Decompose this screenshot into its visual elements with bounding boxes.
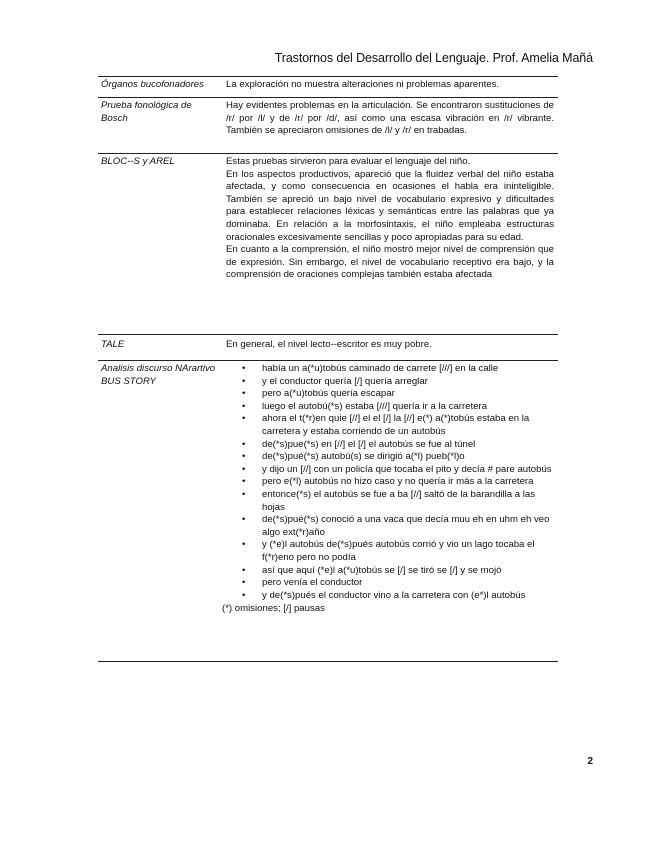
row-label: BLOC--S y AREL (101, 156, 175, 167)
row-content (222, 154, 558, 334)
list-item: • pero e(*l) autobús no hizo caso y no quería ir más a la carretera (248, 476, 554, 489)
list-item: • de(*s)pue(*s) en [//] el [/] el autobús se fue al túnel (248, 439, 554, 452)
list-item: • luego el autobú(*s) estaba [///] quería ir a la carretera (248, 401, 554, 414)
list-item: • ahora el t(*r)en quie [//] el el [/] la [//] e(*) a(*)tobús estaba en la carretera y estaba corriendo de un autobús (248, 413, 554, 438)
row-content: Hay evidentes problemas en la articulación. Se encontraron sustituciones de /r/ por /l/ y de /r/ por /d/, así como una escasa vibración en /r/ vibrante. También se apreciaron omisiones de /l/ y /r/ en trabadas. (226, 100, 554, 137)
row-content (222, 361, 558, 661)
row-label: Prueba fonológica de Bosch (101, 100, 192, 124)
table-row (98, 361, 558, 662)
list-item: • entonce(*s) el autobús se fue a ba [//] saltó de la barandilla a las hojas (248, 489, 554, 514)
list-item: • pero a(*u)tobús quería escapar (248, 388, 554, 401)
table-row (98, 154, 558, 335)
page-header: Trastornos del Desarrollo del Lenguaje. Prof. Amelia Mañá (274, 51, 593, 65)
list-item: • de(*s)pué(*s) autobú(s) se dirigió a(*l) pueb(*l)o (248, 451, 554, 464)
paragraph: Estas pruebas sirvieron para evaluar el lenguaje del niño. (226, 156, 471, 167)
assessment-table (98, 76, 558, 662)
list-item: • y (*e)l autobús de(*s)pués autobús corrió y vio un lago tocaba el f(*r)eno pero no podía (248, 539, 554, 564)
row-label: Analisis discurso NArartivo BUS STORY (101, 363, 216, 387)
list-item: • y de(*s)pués el conductor vino a la carretera con (e*)l autobús (248, 590, 554, 603)
row-content: En general, el nivel lecto--escritor es muy pobre. (226, 339, 432, 350)
row-label: TALE (101, 339, 125, 350)
list-item: • y el conductor quería [/] quería arreglar (248, 376, 554, 389)
list-item: • así que aquí (*e)l a(*u)tobús se [/] se tiró se [/] y se mojó (248, 565, 554, 578)
page-number: 2 (587, 756, 593, 767)
list-item: • de(*s)pué(*s) conoció a una vaca que decía muu eh en uhm eh veo algo ext(*r)año (248, 514, 554, 539)
table-row (98, 77, 558, 98)
transcript-list (226, 363, 554, 602)
table-row (98, 335, 558, 361)
table-row (98, 98, 558, 154)
paragraph: En los aspectos productivos, apareció que la fluidez verbal del niño estaba afectada, y como consecuencia en ocasiones el habla era ininteligible. También se apreció un bajo nivel de vocabulario expresivo y dificultades para establecer relaciones léxicas y semánticas entre las palabras que ya dominaba. En relación a la morfosintaxis, el niño empleaba estructuras oracionales excesivamente sencillas y poco apropiadas para su edad. (226, 168, 554, 243)
row-label: Órganos bucofonadores (101, 79, 204, 90)
list-item: • y dijo un [//] con un policía que tocaba el pito y decía # pare autobús (248, 464, 554, 477)
legend-note: (*) omisiones; [/] pausas (222, 603, 325, 615)
list-item: • pero venía el conductor (248, 577, 554, 590)
row-content: La exploración no muestra alteraciones ni problemas aparentes. (226, 79, 500, 90)
list-item: • había un a(*u)tobús caminado de carrete [///] en la calle (248, 363, 554, 376)
paragraph: En cuanto a la comprensión, el niño mostró mejor nivel de comprensión que de expresión. Sin embargo, el nivel de vocabulario receptivo era bajo, y la comprensión de oraciones complejas también estaba afectada (226, 244, 554, 281)
